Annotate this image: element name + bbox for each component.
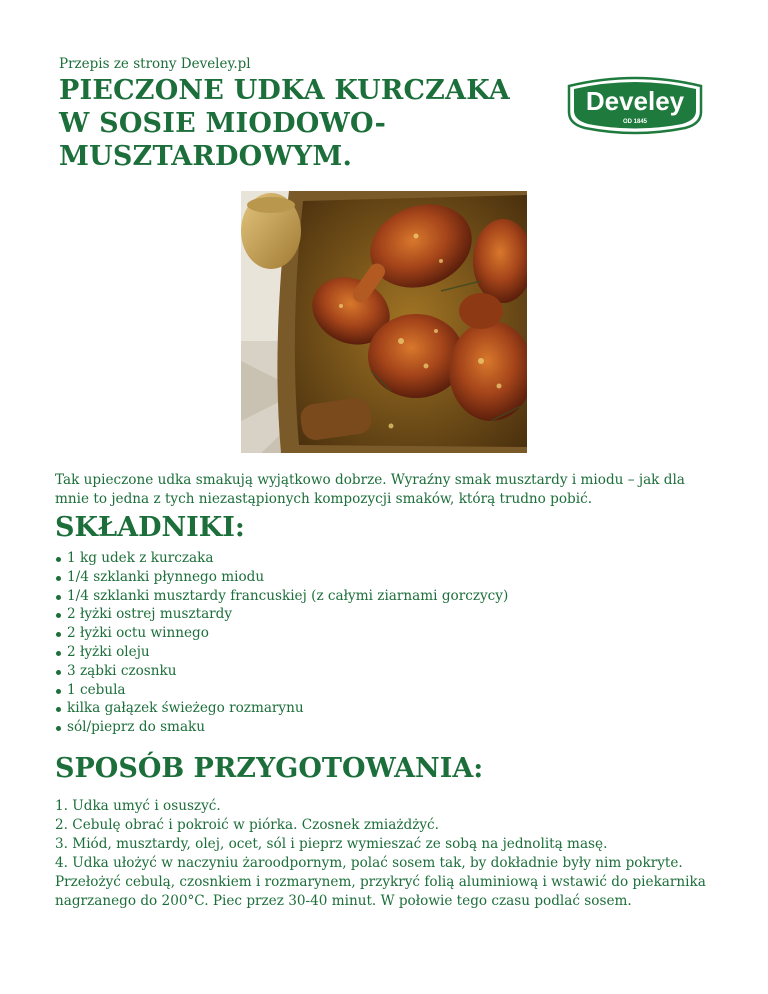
ingredient-item: kilka gałązek świeżego rozmarynu — [55, 699, 508, 718]
ingredient-item: 1 cebula — [55, 681, 508, 700]
preparation-step: 1. Udka umyć i osuszyć. — [55, 798, 221, 814]
ingredient-item: 1 kg udek z kurczaka — [55, 549, 508, 568]
preparation-step: 4. Udka ułożyć w naczyniu żaroodpornym, polać sosem tak, by dokładnie były nim pokryte. Przełożyć cebulą, czosnkiem i rozmarynem, przykryć folią aluminiową i wstawić do piekarnika nagrzanego do 200°C. Piec przez 30-40 minut. W połowie tego czasu podlać sosem. — [55, 855, 706, 909]
ingredient-item: 1/4 szklanki musztardy francuskiej (z całymi ziarnami gorczycy) — [55, 587, 508, 606]
preparation-step: 3. Miód, musztardy, olej, ocet, sól i pieprz wymieszać ze sobą na jednolitą masę. — [55, 836, 608, 852]
ingredient-item: sól/pieprz do smaku — [55, 718, 508, 737]
ingredient-item: 2 łyżki ostrej musztardy — [55, 605, 508, 624]
preparation-steps — [55, 797, 715, 911]
ingredient-item: 2 łyżki octu winnego — [55, 624, 508, 643]
recipe-title: PIECZONE UDKA KURCZAKA W SOSIE MIODOWO-MUSZTARDOWYM. — [59, 75, 510, 172]
preparation-heading: SPOSÓB PRZYGOTOWANIA: — [55, 753, 484, 784]
ingredients-list — [55, 549, 508, 737]
logo-wordmark: Develey — [585, 86, 685, 116]
recipe-source: Przepis ze strony Develey.pl — [59, 56, 251, 72]
preparation-step: 2. Cebulę obrać i pokroić w piórka. Czosnek zmiażdżyć. — [55, 817, 439, 833]
develey-logo — [561, 72, 709, 136]
logo-tagline: OD 1845 — [622, 119, 648, 125]
ingredient-item: 2 łyżki oleju — [55, 643, 508, 662]
recipe-intro: Tak upieczone udka smakują wyjątkowo dobrze. Wyraźny smak musztardy i miodu – jak dla mnie to jedna z tych niezastąpionych kompozycji smaków, którą trudno pobić. — [55, 472, 685, 507]
chicken-drumsticks-photo — [241, 191, 527, 453]
ingredient-item: 3 ząbki czosnku — [55, 662, 508, 681]
ingredient-item: 1/4 szklanki płynnego miodu — [55, 568, 508, 587]
ingredients-heading: SKŁADNIKI: — [55, 512, 245, 543]
